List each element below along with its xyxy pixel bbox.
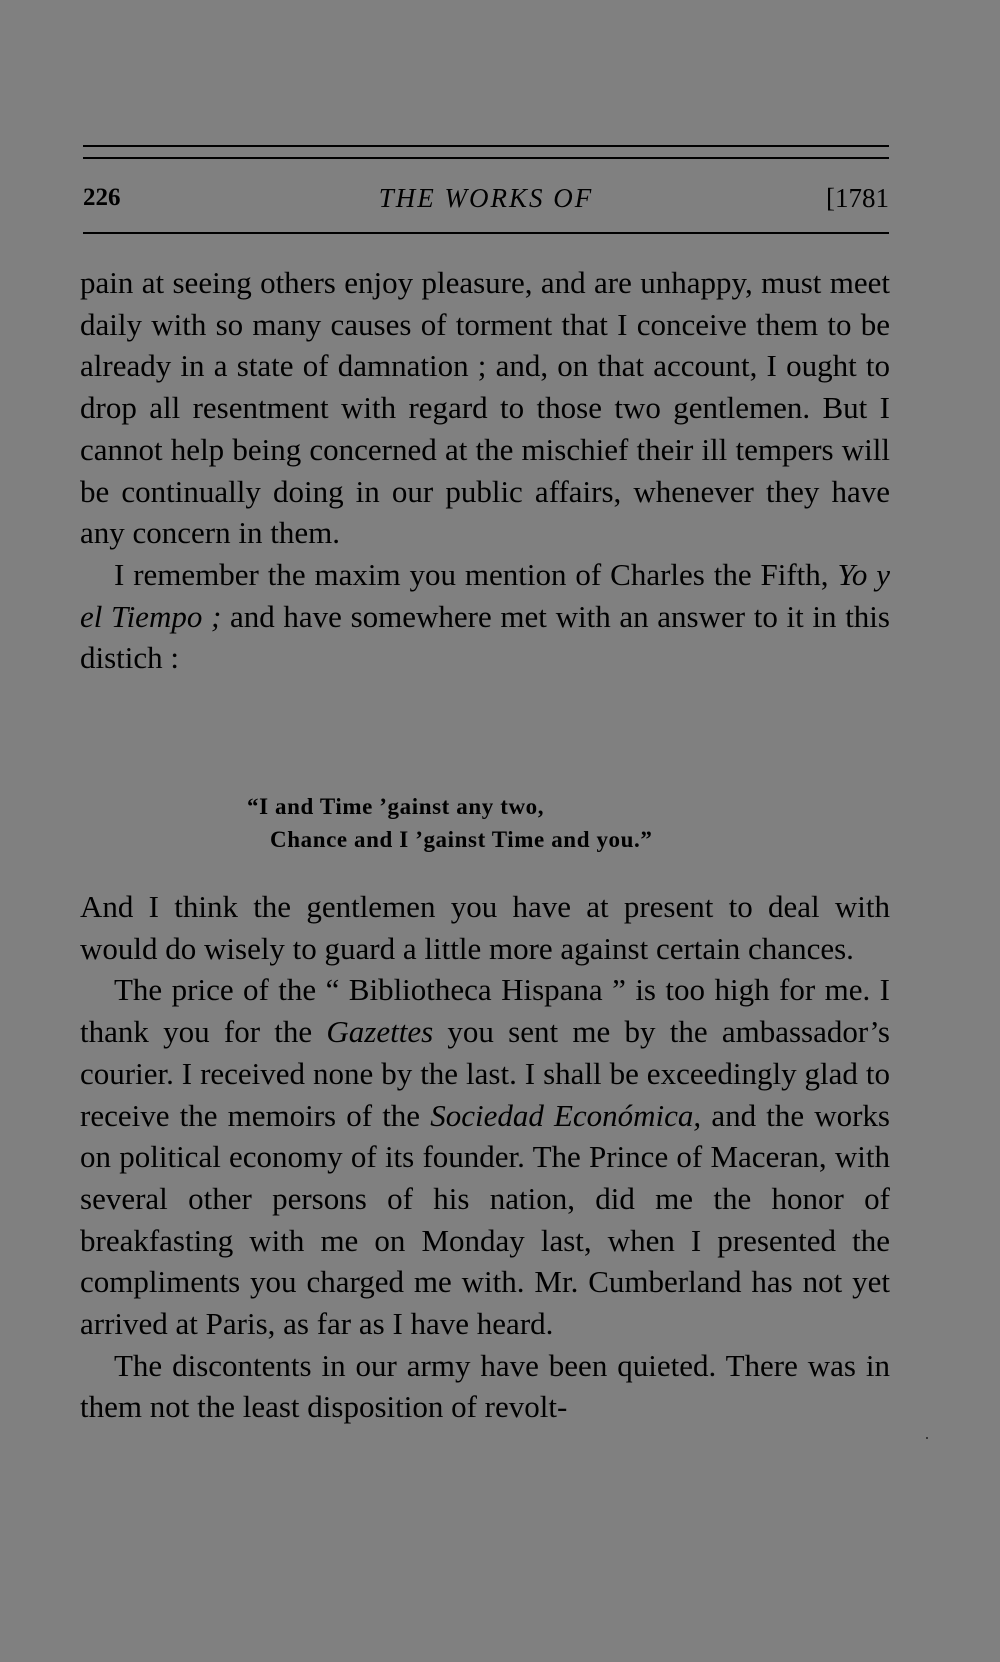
running-head [83, 178, 889, 218]
paragraph-5: The discontents in our army have been quieted. There was in them not the least disposition of revolt- [80, 1347, 890, 1425]
page-number: 226 [83, 184, 121, 211]
verse-line-1: “I and Time ’gainst any two, [247, 794, 545, 819]
paragraph-2-text-a: I remember the maxim you mention of Charles the Fifth, [114, 556, 838, 592]
paragraph-4-text-b: you sent me by the ambassador’s courier. I received none by the last. I shall be exceedingly glad to receive the memoirs of the [80, 1014, 890, 1133]
paragraph-1: pain at seeing others enjoy pleasure, and are unhappy, must meet daily with so many causes of torment that I conceive them to be already in a state of damnation ; and, on that account, I ought to drop all resentment with regard to those two gentlemen. But I cannot help being concerned at the mischief their ill tempers will be continually doing in our public affairs, whenever they have any concern in them. [80, 265, 890, 551]
paragraph-2-text-b: and have somewhere met with an answer to it in this distich : [80, 598, 890, 676]
body-text-upper [80, 262, 890, 679]
verse-distich [247, 790, 653, 856]
paragraph-4-text-a: The price of the “ Bibliotheca Hispana ” is too high for me. I thank you for the [80, 972, 890, 1050]
header-rule-bottom [83, 232, 889, 234]
paragraph-2-italic: Yo y el Tiempo ; [80, 556, 890, 634]
running-title: THE WORKS OF [378, 183, 594, 213]
paragraph-2 [80, 554, 890, 679]
paragraph-4 [80, 969, 890, 1344]
running-year: [1781 [826, 183, 889, 213]
body-text-lower [80, 886, 890, 1428]
paragraph-4-italic-sociedad: Sociedad Económica, [430, 1097, 702, 1133]
scan-speck [926, 1437, 928, 1439]
header-rule-top [83, 145, 889, 147]
verse-line-2: Chance and I ’gainst Time and you.” [270, 827, 653, 852]
paragraph-4-italic-gazettes: Gazettes [326, 1014, 434, 1050]
paragraph-3: And I think the gentlemen you have at present to deal with would do wisely to guard a little more against certain chances. [80, 889, 890, 966]
header-rule-second [83, 157, 889, 159]
paragraph-4-text-c: and the works on political economy of its founder. The Prince of Maceran, with several other persons of his nation, did me the honor of breakfasting with me on Monday last, when I presented the compliments you charged me with. Mr. Cumberland has not yet arrived at Paris, as far as I have heard. [80, 1097, 890, 1342]
